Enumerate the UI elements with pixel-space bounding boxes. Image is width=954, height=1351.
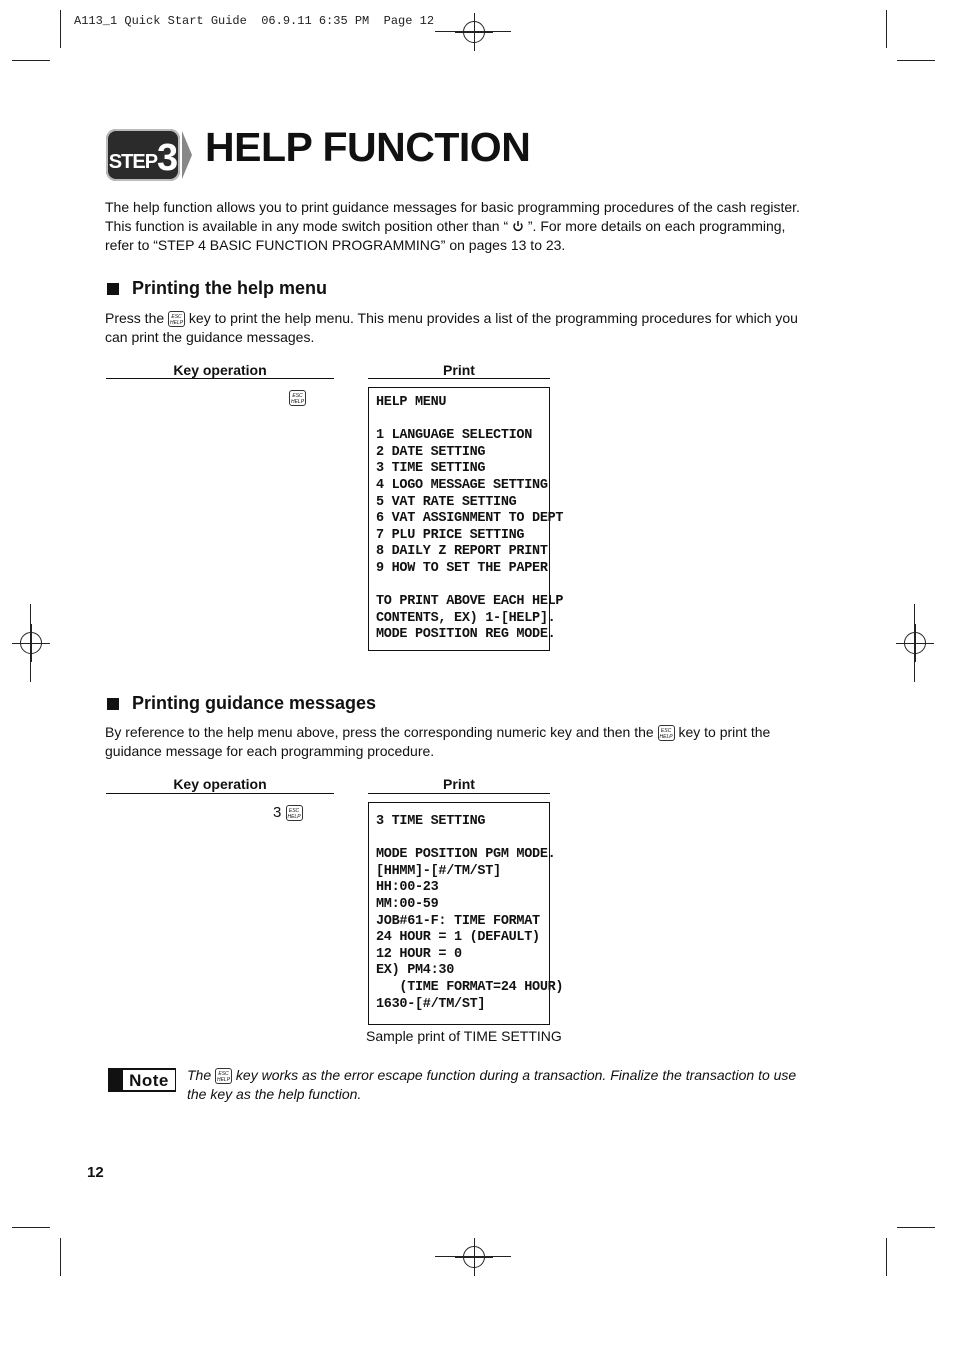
print-header: Print — [443, 362, 475, 378]
printout-line: 8 DAILY Z REPORT PRINT — [376, 544, 548, 560]
key-operation-header: Key operation — [173, 362, 267, 378]
printout-line: 1630-[#/TM/ST] — [376, 996, 486, 1012]
printout-line: [HHMM]-[#/TM/ST] — [376, 863, 501, 879]
esc-help-key-icon: ESC HELP — [289, 390, 306, 406]
printout-line: 1 LANGUAGE SELECTION — [376, 428, 533, 444]
note-badge: Note — [108, 1068, 176, 1092]
divider — [106, 793, 334, 794]
divider — [106, 378, 334, 379]
printout-line: 6 VAT ASSIGNMENT TO DEPT — [376, 511, 564, 527]
step-number: 3 — [157, 137, 178, 179]
page-title: HELP FUNCTION — [205, 124, 531, 170]
intro-line-2: This function is available in any mode switch position other than “ ”. For more details on each programming, — [105, 218, 786, 234]
printout-line: JOB#61-F: TIME FORMAT — [376, 913, 540, 929]
note-text: The ESC HELP key works as the error escape function during a transaction. Finalize the transaction to use the key as the help function. — [187, 1067, 797, 1102]
intro-line-3: refer to “STEP 4 BASIC FUNCTION PROGRAMMING” on pages 13 to 23. — [105, 237, 566, 253]
printout-line: 24 HOUR = 1 (DEFAULT) — [376, 930, 540, 946]
printout-line: 7 PLU PRICE SETTING — [376, 527, 525, 543]
printout-line: EX) PM4:30 — [376, 963, 455, 979]
page-number: 12 — [87, 1164, 104, 1181]
esc-help-key-icon: ESC HELP — [286, 805, 303, 821]
print-slug: A113_1 Quick Start Guide 06.9.11 6:35 PM Page 12 — [74, 14, 435, 28]
step-badge — [106, 129, 180, 181]
numeric-key-label: 3 — [273, 804, 282, 821]
registration-mark-top — [463, 21, 485, 43]
section-heading-guidance: Printing guidance messages — [132, 693, 377, 713]
printout-line: (TIME FORMAT=24 HOUR) — [376, 979, 564, 995]
print-header: Print — [443, 776, 475, 792]
printout-line — [376, 831, 549, 848]
step-arrow-icon — [182, 131, 192, 179]
step-word: STEP — [108, 151, 158, 173]
registration-mark-bottom — [463, 1246, 485, 1268]
printout-line: HELP MENU — [376, 395, 447, 410]
section-bullet-icon — [107, 698, 119, 710]
key-operation-header: Key operation — [173, 776, 267, 792]
esc-help-key-icon: ESC HELP — [658, 725, 675, 741]
printout-line: 12 HOUR = 0 — [376, 946, 462, 962]
section-heading-help-menu: Printing the help menu — [132, 278, 328, 298]
printout-line: MM:00-59 — [376, 896, 439, 912]
section-bullet-icon — [107, 283, 119, 295]
printout-line: TO PRINT ABOVE EACH HELP — [376, 594, 564, 610]
intro-paragraph — [105, 198, 835, 255]
printout-line: MODE POSITION REG MODE. — [376, 627, 556, 643]
divider — [368, 378, 550, 379]
divider — [368, 793, 550, 794]
printout-line: 4 LOGO MESSAGE SETTING — [376, 477, 548, 493]
registration-mark-left — [20, 632, 42, 654]
printout-line: MODE POSITION PGM MODE. — [376, 847, 556, 863]
registration-mark-right — [904, 632, 926, 654]
printout-line: 9 HOW TO SET THE PAPER — [376, 560, 548, 576]
intro-line-1: The help function allows you to print guidance messages for basic programming procedures of the cash register. — [105, 199, 800, 215]
printout-line: HH:00-23 — [376, 880, 439, 896]
esc-help-key-icon: ESC HELP — [215, 1068, 232, 1084]
power-off-icon — [512, 220, 524, 232]
help-menu-printout — [368, 387, 564, 651]
help-menu-paragraph: Press the ESC HELP key to print the help menu. This menu provides a list of the programming procedures for which you can print the guidance messages. — [105, 310, 798, 345]
printout-line — [376, 412, 549, 429]
printout-line: CONTENTS, EX) 1-[HELP]. — [376, 610, 556, 626]
printout-line: 5 VAT RATE SETTING — [376, 494, 517, 510]
key-operation-sequence — [273, 804, 303, 821]
guidance-paragraph: By reference to the help menu above, press the corresponding numeric key and then the ESC HELP key to print the guidance message for each programming procedure. — [105, 724, 771, 759]
printout-caption: Sample print of TIME SETTING — [366, 1028, 562, 1044]
printout-line — [376, 578, 549, 595]
esc-help-key-icon: ESC HELP — [168, 311, 185, 327]
printout-line: 2 DATE SETTING — [376, 444, 486, 460]
time-setting-printout — [368, 802, 564, 1025]
printout-line: 3 TIME SETTING — [376, 814, 486, 829]
printout-line: 3 TIME SETTING — [376, 461, 486, 477]
